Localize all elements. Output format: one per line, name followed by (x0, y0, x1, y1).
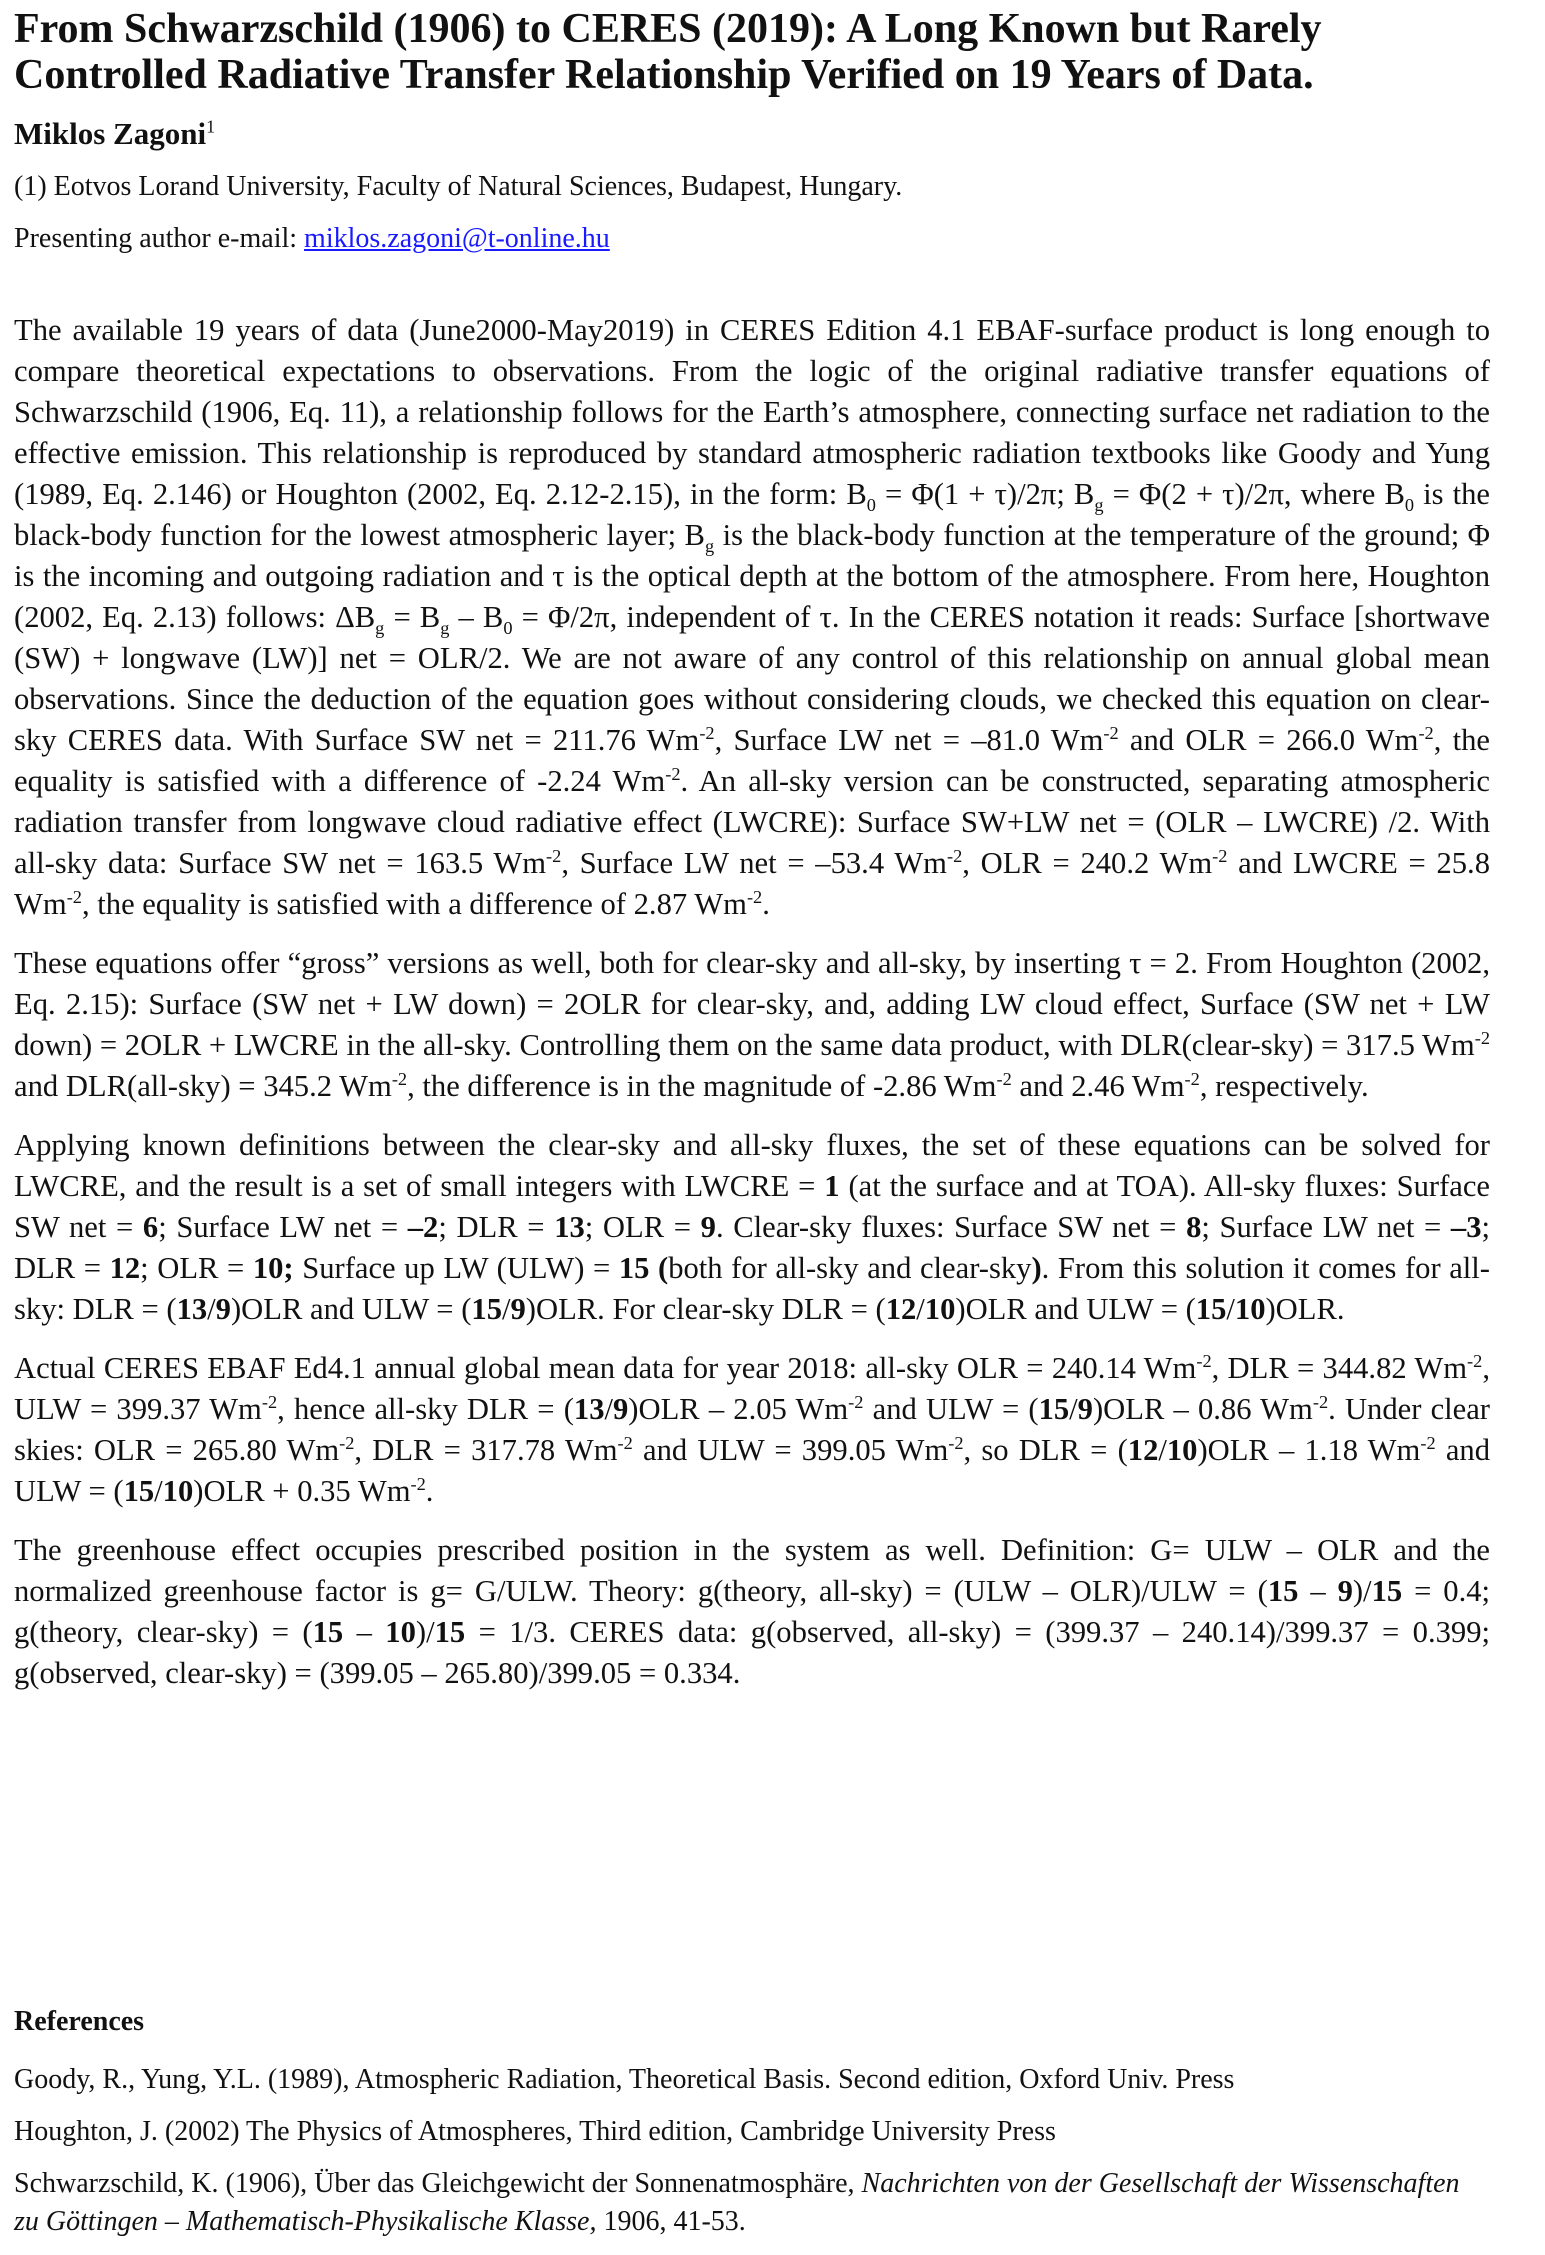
reference-item (14, 2165, 1490, 2241)
reference-text: 1906, 41-53. (596, 2206, 746, 2237)
abstract-body (14, 310, 1490, 1694)
reference-item: Houghton, J. (2002) The Physics of Atmospheres, Third edition, Cambridge University Press (14, 2116, 1056, 2147)
abstract-paragraph-4: Actual CERES EBAF Ed4.1 annual global mean data for year 2018: all-sky OLR = 240.14 $Wm^{-2}$, DLR = 344.82 $Wm^{-2}$, ULW = 399.37 $Wm^{-2}$, hence all-sky DLR = (13/9)OLR – 2.05 $Wm^{-2}$ and ULW = (15/9)OLR – 0.86 $Wm^{-2}$. Under clear skies: OLR = 265.80 $Wm^{-2}$, DLR = 317.78 $Wm^{-2}$ and ULW = 399.05 $Wm^{-2}$, so DLR = (12/10)OLR – 1.18 $Wm^{-2}$ and ULW = (15/10)OLR + 0.35 $Wm^{-2}$. (14, 1350, 1490, 1508)
references-section (14, 2003, 1490, 2255)
reference-text: Schwarzschild, K. (1906), Über das Gleichgewicht der Sonnenatmosphäre, (14, 2168, 862, 2199)
reference-item: Goody, R., Yung, Y.L. (1989), Atmospheric Radiation, Theoretical Basis. Second edition, Oxford Univ. Press (14, 2064, 1235, 2095)
paper-title: From Schwarzschild (1906) to CERES (2019): A Long Known but Rarely Controlled Radiative Transfer Relationship Verified on 19 Years of Data. (14, 6, 1322, 98)
email-line (14, 220, 1490, 258)
author-name: Miklos Zagoni (14, 116, 207, 151)
email-label: Presenting author e-mail: (14, 223, 305, 254)
affiliation: (1) Eotvos Lorand University, Faculty of Natural Sciences, Budapest, Hungary. (14, 171, 903, 202)
author-affiliation-marker: 1 (206, 116, 216, 137)
abstract-paragraph-2: These equations offer “gross” versions as well, both for clear-sky and all-sky, by inserting τ = 2. From Houghton (2002, Eq. 2.15): Surface (SW net + LW down) = 2OLR for clear-sky, and, adding LW cloud effect, Surface (SW net + LW down) = 2OLR + LWCRE in the all-sky. Controlling them on the same data product, with DLR(clear-sky) = 317.5 $Wm^{-2}$ and DLR(all-sky) = 345.2 $Wm^{-2}$, the difference is in the magnitude of -2.86 $Wm^{-2}$ and 2.46 $Wm^{-2}$, respectively. (14, 946, 1490, 1103)
abstract-paragraph-1: The available 19 years of data (June2000-May2019) in CERES Edition 4.1 EBAF-surface product is long enough to compare theoretical expectations to observations. From the logic of the original radiative transfer equations of Schwarzschild (1906, Eq. 11), a relationship follows for the Earth’s atmosphere, connecting surface net radiation to the effective emission. This relationship is reproduced by standard atmospheric radiation textbooks like Goody and Yung (1989, Eq. 2.146) or Houghton (2002, Eq. 2.12-2.15), in the form: $B_0 = \Phi(1 + \tau)/2\pi$; $B_g = \Phi(2 + \tau)/2\pi$, where $B_0$ is the black-body function for the lowest atmospheric layer; $B_g$ is the black-body function at the temperature of the ground; Φ is the incoming and outgoing radiation and τ is the optical depth at the bottom of the atmosphere. From here, Houghton (2002, Eq. 2.13) follows: $\Delta B_g = B_g - B_0 = \Phi/2\pi$, independent of τ. In the CERES notation it reads: Surface [shortwave (SW) + longwave (LW)] net = OLR/2. We are not aware of any control of this relationship on annual global mean observations. Since the deduction of the equation goes without considering clouds, we checked this equation on clear-sky CERES data. With Surface SW net = 211.76 $Wm^{-2}$, Surface LW net = –81.0 $Wm^{-2}$ and OLR = 266.0 $Wm^{-2}$, the equality is satisfied with a difference of -2.24 $Wm^{-2}$. An all-sky version can be constructed, separating atmospheric radiation transfer from longwave cloud radiative effect (LWCRE): Surface SW+LW net = (OLR – LWCRE) /2. With all-sky data: Surface SW net = 163.5 $Wm^{-2}$, Surface LW net = –53.4 $Wm^{-2}$, OLR = 240.2 $Wm^{-2}$ and LWCRE = 25.8 $Wm^{-2}$, the equality is satisfied with a difference of 2.87 $Wm^{-2}$. (14, 313, 1491, 921)
author-line (14, 114, 1490, 154)
reference-journal: Nachrichten von der Gesellschaft der Wissenschaften zu Göttingen – Mathematisch-Physikalische Klasse, (14, 2168, 1460, 2237)
references-heading: References (14, 2006, 145, 2037)
email-link[interactable]: miklos.zagoni@t-online.hu (304, 223, 610, 254)
abstract-paragraph-5: The greenhouse effect occupies prescribed position in the system as well. Definition: G= ULW – OLR and the normalized greenhouse factor is g= G/ULW. Theory: g(theory, all-sky) = (ULW – OLR)/ULW = (15 – 9)/15 = 0.4; g(theory, clear-sky) = (15 – 10)/15 = 1/3. CERES data: g(observed, all-sky) = (399.37 – 240.14)/399.37 = 0.399; g(observed, clear-sky) = (399.05 – 265.80)/399.05 = 0.334. (14, 1533, 1491, 1690)
abstract-paragraph-3: Applying known definitions between the clear-sky and all-sky fluxes, the set of these equations can be solved for LWCRE, and the result is a set of small integers with LWCRE = 1 (at the surface and at TOA). All-sky fluxes: Surface SW net = 6; Surface LW net = –2; DLR = 13; OLR = 9. Clear-sky fluxes: Surface SW net = 8; Surface LW net = –3; DLR = 12; OLR = 10; Surface up LW (ULW) = 15 (both for all-sky and clear-sky). From this solution it comes for all-sky: DLR = (13/9)OLR and ULW = (15/9)OLR. For clear-sky DLR = (12/10)OLR and ULW = (15/10)OLR. (14, 1128, 1491, 1326)
